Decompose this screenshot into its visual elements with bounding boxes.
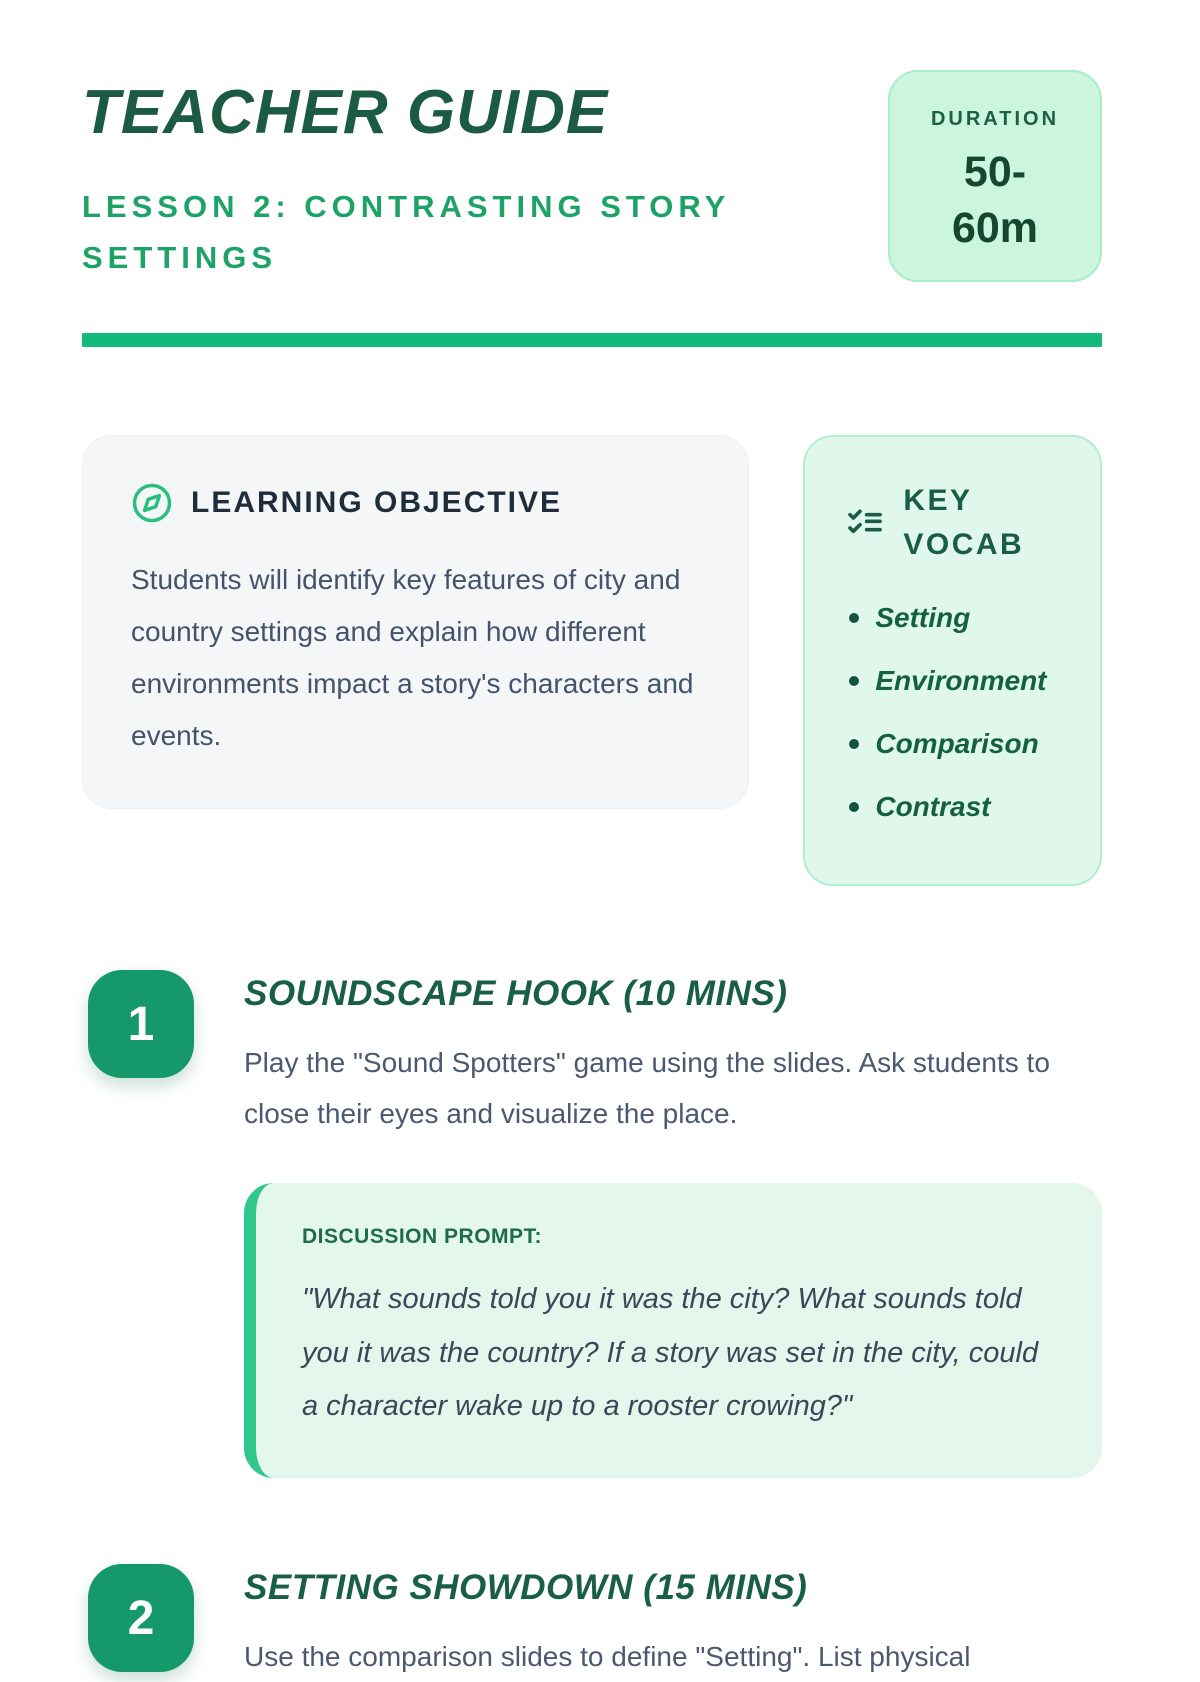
cards-row xyxy=(82,435,1102,886)
section-body: Use the comparison slides to define "Setting". List physical xyxy=(244,1641,971,1673)
learning-objective-card xyxy=(82,435,749,808)
checklist-icon xyxy=(845,503,885,543)
learning-objective-header xyxy=(131,482,700,524)
duration-label: DURATION xyxy=(930,108,1060,130)
section-content xyxy=(244,1564,1102,1682)
header xyxy=(82,58,1102,283)
title-block xyxy=(82,58,888,283)
key-vocab-card xyxy=(803,435,1102,886)
discussion-prompt-label: DISCUSSION PROMPT: xyxy=(302,1225,543,1249)
section-title: SETTING SHOWDOWN (15 MINS) xyxy=(244,1568,808,1608)
vocab-item: Comparison xyxy=(849,728,1066,760)
vocab-list xyxy=(845,602,1066,823)
section-setting-showdown xyxy=(82,1564,1102,1682)
learning-objective-body: Students will identify key features of city and country settings and explain how different environments impact a story's characters and events. xyxy=(131,564,694,751)
section-body: Play the "Sound Spotters" game using the slides. Ask students to close their eyes and visualize the place. xyxy=(244,1047,1050,1129)
key-vocab-title: KEY VOCAB xyxy=(903,484,1025,561)
page-title: TEACHER GUIDE xyxy=(82,78,609,147)
duration-value: 50-60m xyxy=(951,148,1039,252)
learning-objective-title: LEARNING OBJECTIVE xyxy=(191,486,563,520)
discussion-prompt-text: "What sounds told you it was the city? What sounds told you it was the country? If a story was set in the city, could a character wake up to a rooster crowing?" xyxy=(302,1283,1039,1423)
header-divider xyxy=(82,333,1102,347)
section-title: SOUNDSCAPE HOOK (10 MINS) xyxy=(244,974,788,1014)
key-vocab-header xyxy=(845,479,1066,566)
step-number-badge: 1 xyxy=(88,970,194,1078)
compass-icon xyxy=(131,482,173,524)
section-content xyxy=(244,970,1102,1478)
section-soundscape-hook xyxy=(82,970,1102,1478)
duration-badge xyxy=(888,70,1102,282)
vocab-item: Setting xyxy=(849,602,1066,634)
discussion-prompt-box xyxy=(244,1183,1102,1478)
lesson-subtitle: LESSON 2: CONTRASTING STORY SETTINGS xyxy=(82,189,730,276)
step-number-badge: 2 xyxy=(88,1564,194,1672)
vocab-item: Contrast xyxy=(849,791,1066,823)
vocab-item: Environment xyxy=(849,665,1066,697)
